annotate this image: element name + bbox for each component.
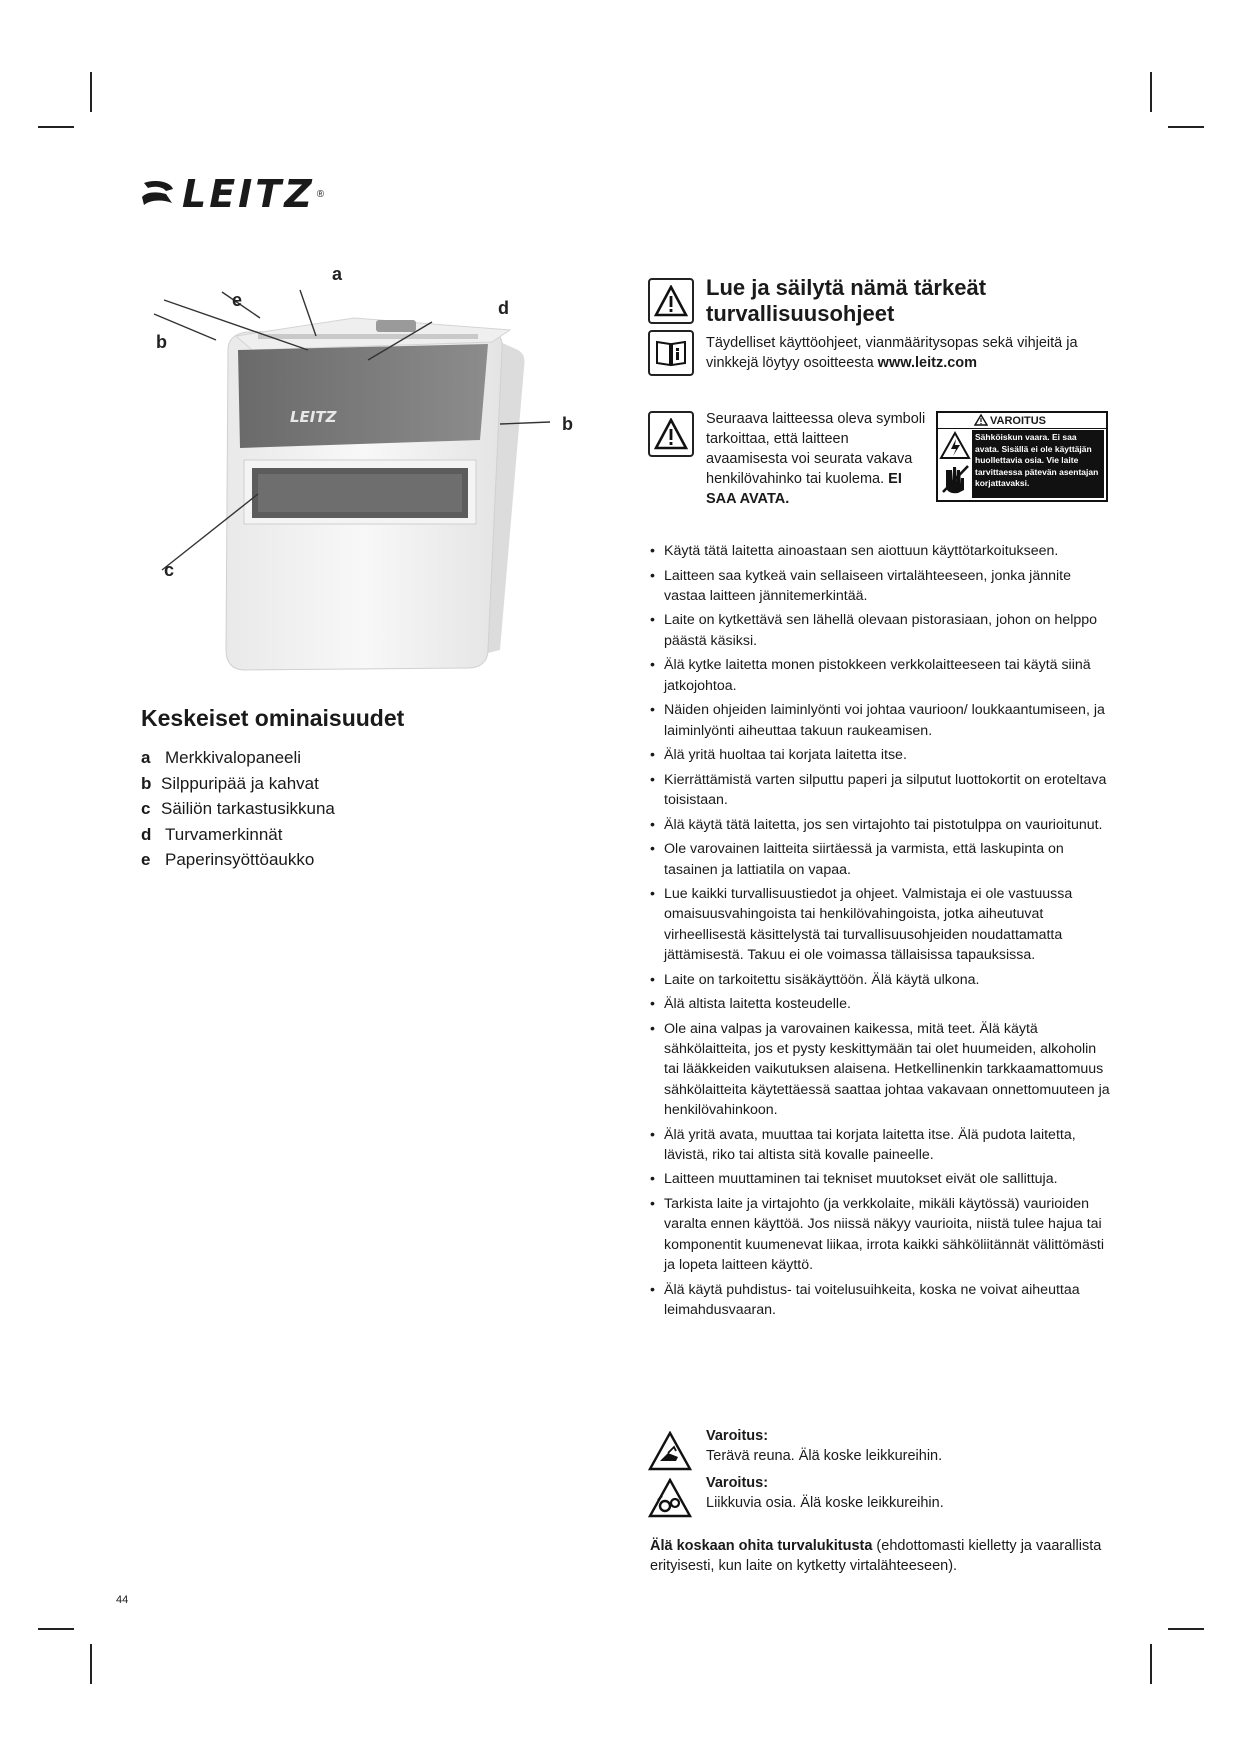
website-link[interactable]: www.leitz.com	[877, 355, 978, 371]
warning-triangle-icon	[648, 278, 694, 324]
features-list	[141, 745, 335, 873]
intro-sentence: Täydelliset käyttöohjeet, vianmääritysopas sekä vihjeitä ja vinkkejä löytyy osoitteesta	[706, 335, 1078, 371]
small-warning-icon	[974, 414, 988, 426]
crop-mark	[90, 1644, 92, 1684]
safety-lock-note	[650, 1536, 1110, 1576]
list-item: • Käytä tätä laitetta ainoastaan sen aiottuun käyttötarkoitukseen.	[650, 541, 1110, 561]
features-title: Keskeiset ominaisuudet	[141, 705, 405, 731]
list-item	[141, 847, 335, 873]
crop-mark	[1150, 1644, 1152, 1684]
list-item: • Laitteen muuttaminen tai tekniset muutokset eivät ole sallittuja.	[650, 1169, 1110, 1189]
list-item	[141, 745, 335, 771]
list-item: • Älä käytä tätä laitetta, jos sen virtajohto tai pistotulppa on vaurioitunut.	[650, 815, 1110, 835]
feature-label: Silppuripää ja kahvat	[161, 773, 319, 793]
list-item	[141, 771, 335, 797]
list-item: • Näiden ohjeiden laiminlyönti voi johtaa vaurioon/ loukkaantumiseen, ja laiminlyönti aiheuttaa takuun raukeamisen.	[650, 700, 1110, 741]
crop-mark	[1168, 126, 1204, 128]
list-item: • Kierrättämistä varten silputtu paperi ja silputut luottokortit on eroteltava toisistaan.	[650, 770, 1110, 811]
label-b-right: b	[562, 414, 573, 434]
intro-text	[706, 333, 1106, 373]
crop-mark	[90, 72, 92, 112]
label-b-left: b	[156, 332, 167, 352]
list-item	[141, 822, 335, 848]
list-item: • Laite on tarkoitettu sisäkäyttöön. Älä käytä ulkona.	[650, 970, 1110, 990]
feature-label: Turvamerkinnät	[165, 824, 283, 844]
crop-mark	[1168, 1628, 1204, 1630]
crop-mark	[38, 1628, 74, 1630]
warning-label-icons	[938, 430, 972, 498]
feature-label: Säiliön tarkastusikkuna	[161, 799, 335, 818]
manual-info-icon	[648, 330, 694, 376]
warning-text: Terävä reuna. Älä koske leikkureihin.	[706, 1448, 943, 1464]
warning-label-body: Sähköiskun vaara. Ei saa avata. Sisällä ei ole käyttäjän huollettavia osia. Vie laite tarvittaessa pätevän asentajan korjattavaksi.	[972, 430, 1104, 498]
list-item: • Laitteen saa kytkeä vain sellaiseen virtalähteeseen, jonka jännite vastaa laitteen jännitemerkintää.	[650, 566, 1110, 607]
brand-name: LEITZ	[182, 172, 315, 216]
label-a: a	[332, 264, 343, 284]
warning-label	[936, 411, 1108, 502]
list-item: • Älä kytke laitetta monen pistokkeen verkkolaitteeseen tai käytä siinä jatkojohtoa.	[650, 655, 1110, 696]
no-hand-icon	[943, 466, 968, 493]
warning-sharp-edge	[706, 1426, 942, 1466]
feature-label: Merkkivalopaneeli	[165, 748, 302, 767]
feature-key: a	[141, 748, 151, 767]
list-item	[141, 796, 335, 822]
product-illustration	[140, 264, 600, 710]
feature-label: Paperinsyöttöaukko	[165, 850, 315, 869]
list-item: • Älä käytä puhdistus- tai voitelusuihkeita, koska ne voivat aiheuttaa leimahdusvaaran.	[650, 1280, 1110, 1321]
list-item: • Ole varovainen laitteita siirtäessä ja varmista, että laskupinta on tasainen ja lattiatila on vapaa.	[650, 839, 1110, 880]
warning-title: Varoitus:	[706, 1475, 769, 1491]
list-item: • Älä yritä huoltaa tai korjata laitetta itse.	[650, 745, 1110, 765]
do-not-open-text: EI SAA AVATA.	[706, 471, 902, 507]
leitz-emblem-icon	[140, 177, 176, 211]
list-item: • Tarkista laite ja virtajohto (ja verkkolaite, mikäli käytössä) vaurioiden varalta ennen käyttöä. Jos niissä näkyy vaurioita, niistä tulee hajua tai komponentit kuumenevat liikaa, irrota kaikki sähköliitännät välittömästi ja lopeta laitteen käyttö.	[650, 1194, 1110, 1275]
warning-title: Varoitus:	[706, 1428, 769, 1444]
page-number: 44	[116, 1594, 129, 1606]
note-emphasis: Älä koskaan ohita turvalukitusta	[650, 1538, 873, 1554]
warning-moving-parts	[706, 1473, 944, 1513]
symbol-sentence: Seuraava laitteessa oleva symboli tarkoittaa, että laitteen avaamisesta voi seurata vakava henkilövahinko tai kuolema.	[706, 411, 926, 487]
feature-key: d	[141, 824, 152, 844]
sharp-edge-warning-icon	[648, 1431, 692, 1471]
registered-mark: ®	[316, 188, 325, 200]
safety-heading	[706, 275, 1086, 327]
feature-key: c	[141, 799, 151, 818]
label-d: d	[498, 298, 509, 318]
note-text: (ehdottomasti kielletty ja vaarallista erityisesti, kun laite on kytketty virtalähteeseen).	[650, 1538, 1102, 1574]
heading-line: turvallisuusohjeet	[706, 301, 895, 326]
warning-label-title: VAROITUS	[990, 414, 1047, 427]
list-item: • Älä yritä avata, muuttaa tai korjata laitetta itse. Älä pudota laitetta, lävistä, riko tai altista sitä kovalle paineelle.	[650, 1125, 1110, 1166]
symbol-explanation	[706, 409, 926, 509]
list-item: • Laite on kytkettävä sen lähellä olevaan pistorasiaan, johon on helppo päästä käsiksi.	[650, 610, 1110, 651]
crop-mark	[1150, 72, 1152, 112]
moving-parts-warning-icon	[648, 1478, 692, 1518]
list-item: • Lue kaikki turvallisuustiedot ja ohjeet. Valmistaja ei ole vastuussa omaisuusvahingoista tai henkilövahingoista, jotka aiheutuvat virheellisestä käsittelystä tai turvallisuusohjeiden noudattamatta jättämisestä. Takuu ei ole voimassa tällaisissa tapauksissa.	[650, 884, 1110, 965]
warning-triangle-icon	[648, 411, 694, 457]
warning-text: Liikkuvia osia. Älä koske leikkureihin.	[706, 1495, 944, 1511]
warning-label-header	[938, 413, 1106, 429]
heading-line: Lue ja säilytä nämä tärkeät	[706, 275, 987, 300]
list-item: • Ole aina valpas ja varovainen kaikessa, mitä teet. Älä käytä sähkölaitteita, jos et pysty keskittymään tai olet huumeiden, alkoholin tai lääkkeiden vaikutuksen alaisena. Hetkellinenkin tarkkaamattomuus sähkölaitteita käytettäessä saattaa johtaa vakavaan onnettomuuteen ja henkilövahinkoon.	[650, 1019, 1110, 1120]
feature-key: e	[141, 850, 151, 869]
brand-logo	[140, 172, 324, 216]
crop-mark	[38, 126, 74, 128]
safety-bullets	[650, 541, 1110, 1324]
feature-key: b	[141, 773, 152, 793]
label-e: e	[232, 290, 243, 310]
label-c: c	[164, 560, 175, 580]
shredder-image	[140, 270, 600, 710]
list-item: • Älä altista laitetta kosteudelle.	[650, 994, 1110, 1014]
panel-logo: LEITZ	[290, 408, 337, 426]
